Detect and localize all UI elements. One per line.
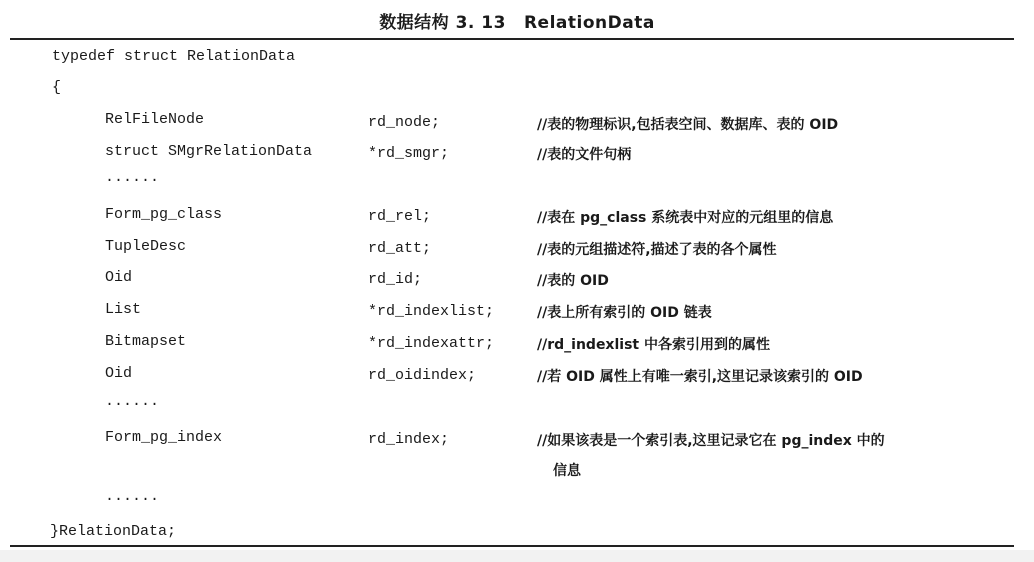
typedef-line: typedef struct RelationData [52, 48, 296, 65]
row-comment: //表的元组描述符,描述了表的各个属性 [537, 242, 777, 258]
row-field: rd_rel; [368, 208, 432, 225]
bottom-rule [10, 545, 1014, 547]
row-ellipsis: ...... [105, 169, 160, 186]
row-field: rd_index; [368, 431, 450, 448]
row-comment: //若 OID 属性上有唯一索引,这里记录该索引的 OID [537, 369, 863, 385]
row-type: Form_pg_index [105, 429, 223, 446]
row-comment: //表在 pg_class 系统表中对应的元组里的信息 [537, 210, 834, 226]
row-comment: //表的物理标识,包括表空间、数据库、表的 OID [537, 117, 839, 133]
row-comment: //表的文件句柄 [537, 147, 632, 163]
figure-caption [0, 8, 1034, 33]
row-comment: //rd_indexlist 中各索引用到的属性 [537, 337, 770, 353]
caption-name: RelationData [523, 13, 655, 33]
row-type: struct SMgrRelationData [105, 143, 313, 160]
row-field: *rd_indexattr; [368, 335, 495, 352]
top-rule [10, 38, 1014, 40]
row-ellipsis: ...... [105, 488, 160, 505]
row-type: RelFileNode [105, 111, 205, 128]
row-field: *rd_indexlist; [368, 303, 495, 320]
row-comment: //表上所有索引的 OID 链表 [537, 305, 712, 321]
row-type: Form_pg_class [105, 206, 223, 223]
caption-label: 数据结构 3. 13 [379, 13, 506, 33]
row-field: rd_id; [368, 271, 423, 288]
close-line: }RelationData; [50, 523, 177, 540]
row-type: Oid [105, 365, 133, 382]
row-field: rd_att; [368, 240, 432, 257]
row-type: List [105, 301, 142, 318]
row-comment: //如果该表是一个索引表,这里记录它在 pg_index 中的 [537, 433, 885, 449]
row-type: Bitmapset [105, 333, 187, 350]
row-comment: //表的 OID [537, 273, 609, 289]
row-type: TupleDesc [105, 238, 187, 255]
row-comment-continuation: 信息 [553, 463, 581, 479]
open-brace: { [52, 79, 62, 96]
page-edge [0, 550, 1034, 562]
row-type: Oid [105, 269, 133, 286]
row-field: rd_node; [368, 114, 441, 131]
row-ellipsis: ...... [105, 393, 160, 410]
row-field: rd_oidindex; [368, 367, 477, 384]
row-field: *rd_smgr; [368, 145, 450, 162]
